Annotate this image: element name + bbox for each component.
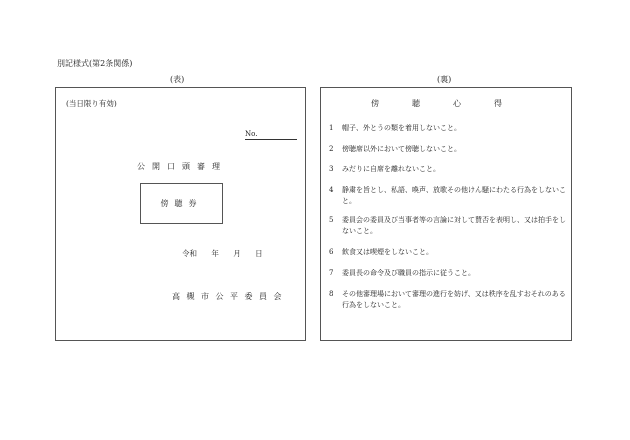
rule-text: 帽子、外とうの類を着用しないこと。 bbox=[342, 124, 461, 132]
rule-item bbox=[329, 185, 572, 206]
rule-number: 1 bbox=[329, 124, 334, 132]
issuer-name: 高槻市公平委員会 bbox=[172, 292, 288, 301]
rule-text: 飲食又は喫煙をしないこと。 bbox=[342, 248, 433, 256]
ticket-label-box bbox=[140, 183, 223, 224]
ticket-label: 傍聴券 bbox=[160, 199, 203, 208]
rule-text: 委員長の命令及び職員の指示に従うこと。 bbox=[342, 269, 475, 277]
rule-text: 傍聴席以外において傍聴しないこと。 bbox=[342, 145, 461, 153]
rule-text: みだりに自席を離れないこと。 bbox=[342, 165, 440, 173]
rule-number: 8 bbox=[329, 290, 334, 298]
rule-item bbox=[329, 268, 572, 279]
rule-number: 3 bbox=[329, 165, 334, 173]
hearing-title: 公開口頭審理 bbox=[137, 162, 227, 171]
rule-item bbox=[329, 164, 572, 175]
rule-number: 5 bbox=[329, 216, 334, 224]
rule-text: 委員会の委員及び当事者等の言論に対して賛否を表明し、又は拍手をしないこと。 bbox=[342, 216, 566, 235]
rules-title: 傍聴心得 bbox=[371, 99, 535, 108]
rule-item bbox=[329, 144, 572, 155]
rule-number: 2 bbox=[329, 145, 334, 153]
form-title: 別記様式(第2条関係) bbox=[57, 59, 133, 68]
rule-item bbox=[329, 247, 572, 258]
ticket-back-panel bbox=[320, 87, 572, 341]
date-line: 令和 年 月 日 bbox=[182, 249, 263, 258]
rule-text: 静粛を旨とし、私語、喚声、放歌その他けん騒にわたる行為をしないこと。 bbox=[342, 186, 566, 205]
rule-number: 6 bbox=[329, 248, 334, 256]
rule-text: その他審理場において審理の進行を妨げ、又は秩序を乱すおそれのある行為をしないこと。 bbox=[342, 290, 566, 309]
rule-item bbox=[329, 123, 572, 134]
rule-number: 4 bbox=[329, 186, 334, 194]
rule-number: 7 bbox=[329, 269, 334, 277]
rule-item bbox=[329, 215, 572, 236]
rule-item bbox=[329, 289, 572, 310]
front-side-label: (表) bbox=[170, 75, 185, 84]
back-side-label: (裏) bbox=[437, 75, 452, 84]
ticket-number-field: No. bbox=[245, 130, 297, 140]
valid-note: (当日限り有効) bbox=[66, 99, 117, 108]
ticket-front-panel bbox=[55, 87, 306, 341]
